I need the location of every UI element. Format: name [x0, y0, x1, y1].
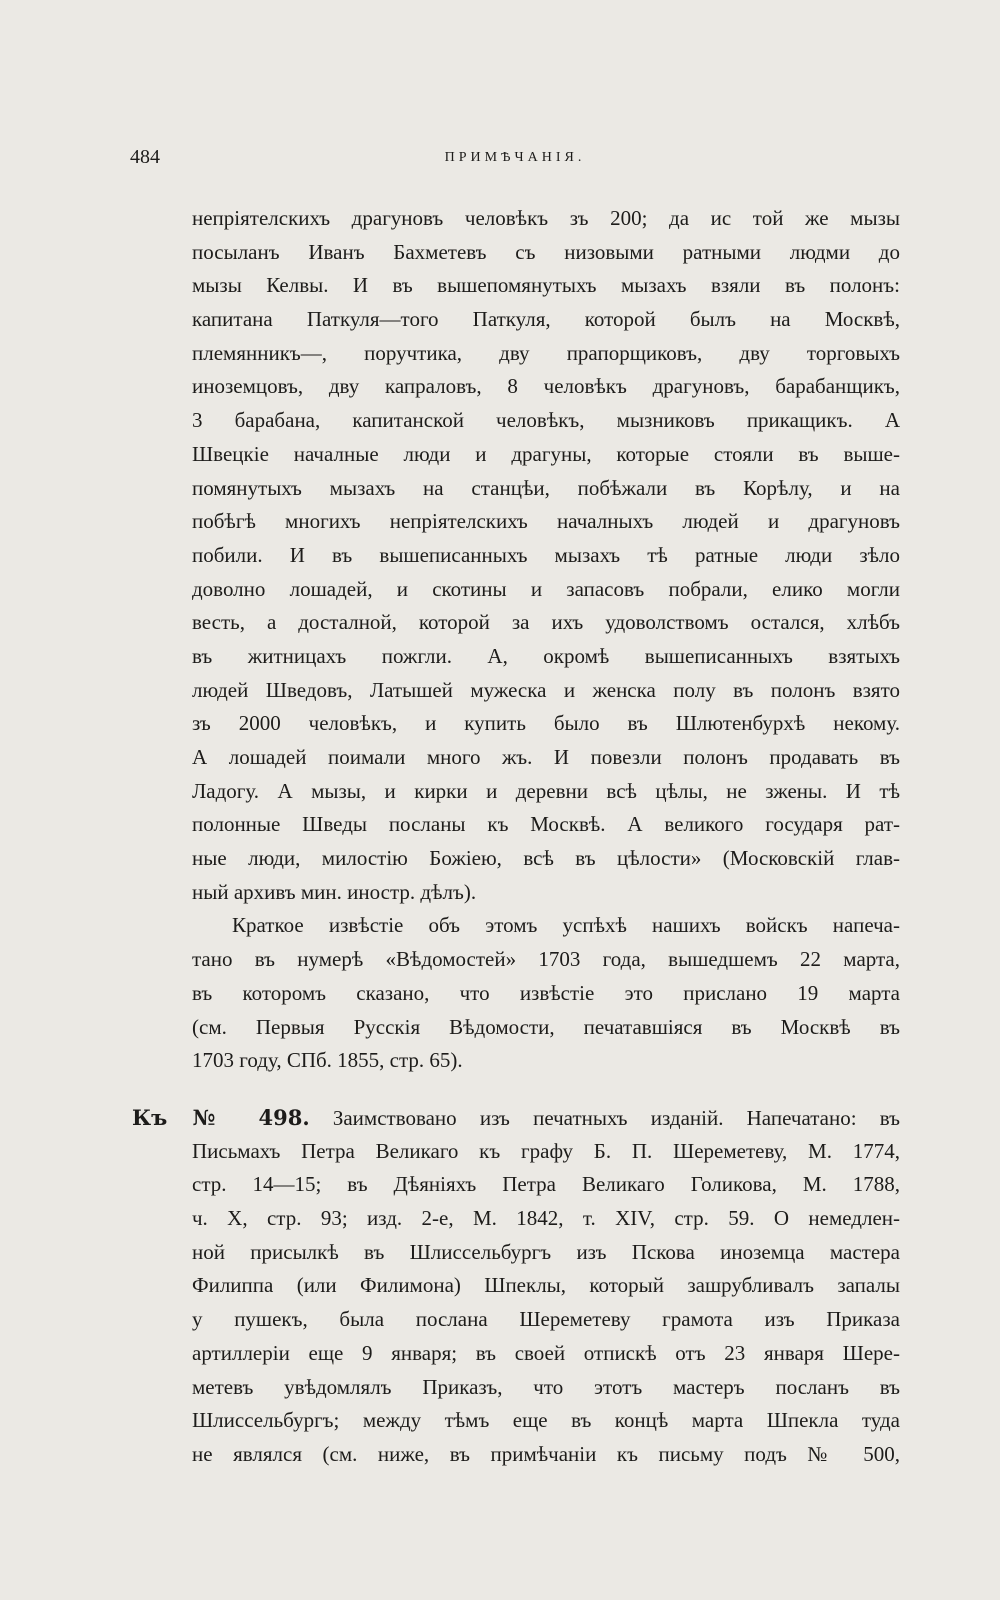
text-line: мызы Келвы. И въ вышепомянутыхъ мызахъ взяли въ полонъ:: [192, 273, 900, 298]
text-line: артиллеріи еще 9 января; въ своей отпискѣ отъ 23 января Шере-: [192, 1340, 900, 1365]
text-line: посыланъ Иванъ Бахметевъ съ низовыми ратными людми до: [192, 239, 900, 264]
text-line: ной присылкѣ въ Шлиссельбургъ изъ Пскова иноземца мастера: [192, 1239, 900, 1264]
body-text: [192, 202, 900, 1078]
text-line: зъ 2000 человѣкъ, и купить было въ Шлютенбурхѣ некому.: [192, 711, 900, 736]
note-label: Къ № 498.: [132, 1105, 310, 1130]
text-line: ные люди, милостію Божіею, всѣ въ цѣлости» (Московскій глав-: [192, 846, 900, 871]
main-paragraph: [192, 202, 900, 909]
text-line: метевъ увѣдомлялъ Приказъ, что этотъ мастеръ посланъ въ: [192, 1374, 900, 1399]
text-line: ный архивъ мин. иностр. дѣлъ).: [192, 879, 477, 904]
text-line: въ житницахъ пожгли. А, окромѣ вышеписанныхъ взятыхъ: [192, 643, 900, 668]
text-line: въ которомъ сказано, что извѣстіе это прислано 19 марта: [192, 980, 900, 1005]
text-line: тано въ нумерѣ «Вѣдомостей» 1703 года, вышедшемъ 22 марта,: [192, 947, 900, 972]
note-498: [132, 1101, 900, 1472]
note-first-line-text: Заимствовано изъ печатныхъ изданій. Напечатано: въ: [309, 1106, 900, 1130]
running-title: ПРИМѢЧАНІЯ.: [444, 150, 586, 165]
text-line: 3 барабана, капитанской человѣкъ, мызниковъ прикащикъ. А: [192, 408, 900, 433]
text-line: побили. И въ вышеписанныхъ мызахъ тѣ ратные люди зѣло: [192, 542, 900, 567]
text-line: Филиппа (или Филимона) Шпеклы, который зашрубливалъ запалы: [192, 1273, 900, 1298]
text-line: Краткое извѣстіе объ этомъ успѣхѣ нашихъ войскъ напеча-: [232, 913, 900, 938]
text-line: Швецкіе началные люди и драгуны, которые стояли въ выше-: [192, 441, 900, 466]
text-line: помянутыхъ мызахъ на станцѣи, побѣжали въ Корѣлу, и на: [192, 475, 900, 500]
text-line: иноземцовъ, дву капраловъ, 8 человѣкъ драгуновъ, барабанщикъ,: [192, 374, 900, 399]
text-line: племянникъ—, поручтика, дву прапорщиковъ, дву торговыхъ: [192, 340, 900, 365]
text-line: 1703 году, СПб. 1855, стр. 65).: [192, 1048, 463, 1073]
page-header: [130, 146, 900, 176]
text-line: людей Шведовъ, Латышей мужеска и женска полу въ полонъ взято: [192, 677, 900, 702]
text-line: непріятелскихъ драгуновъ человѣкъ зъ 200; да ис той же мызы: [192, 206, 900, 230]
second-paragraph: [192, 909, 900, 1077]
page-number: 484: [130, 146, 160, 168]
text-line: весть, а досталной, которой за ихъ удоволствомъ остался, хлѣбъ: [192, 610, 900, 635]
text-line: Ладогу. А мызы, и кирки и деревни всѣ цѣлы, не зжены. И тѣ: [192, 778, 900, 803]
text-line: стр. 14—15; въ Дѣяніяхъ Петра Великаго Голикова, М. 1788,: [192, 1172, 900, 1197]
text-line: побѣгѣ многихъ непріятелскихъ началныхъ людей и драгуновъ: [192, 509, 900, 534]
text-line: ч. X, стр. 93; изд. 2-е, М. 1842, т. XIV, стр. 59. О немедлен-: [192, 1206, 900, 1231]
text-line: у пушекъ, была послана Шереметеву грамота изъ Приказа: [192, 1307, 900, 1332]
text-line: полонные Шведы посланы къ Москвѣ. А великого государя рат-: [192, 812, 900, 837]
text-line: капитана Паткуля—того Паткуля, которой былъ на Москвѣ,: [192, 307, 900, 332]
text-line: (см. Первыя Русскія Вѣдомости, печатавшіяся въ Москвѣ въ: [192, 1014, 900, 1039]
text-line: Шлиссельбургъ; между тѣмъ еще въ концѣ марта Шпекла туда: [192, 1408, 900, 1433]
note-first-line: [132, 1101, 900, 1135]
text-line: А лошадей поимали много жъ. И повезли полонъ продавать въ: [192, 745, 900, 769]
text-line: не являлся (см. ниже, въ примѣчаніи къ письму подъ № 500,: [192, 1441, 900, 1466]
text-line: доволно лошадей, и скотины и запасовъ побрали, елико могли: [192, 576, 900, 601]
text-line: Письмахъ Петра Великаго къ графу Б. П. Шереметеву, М. 1774,: [192, 1138, 900, 1163]
